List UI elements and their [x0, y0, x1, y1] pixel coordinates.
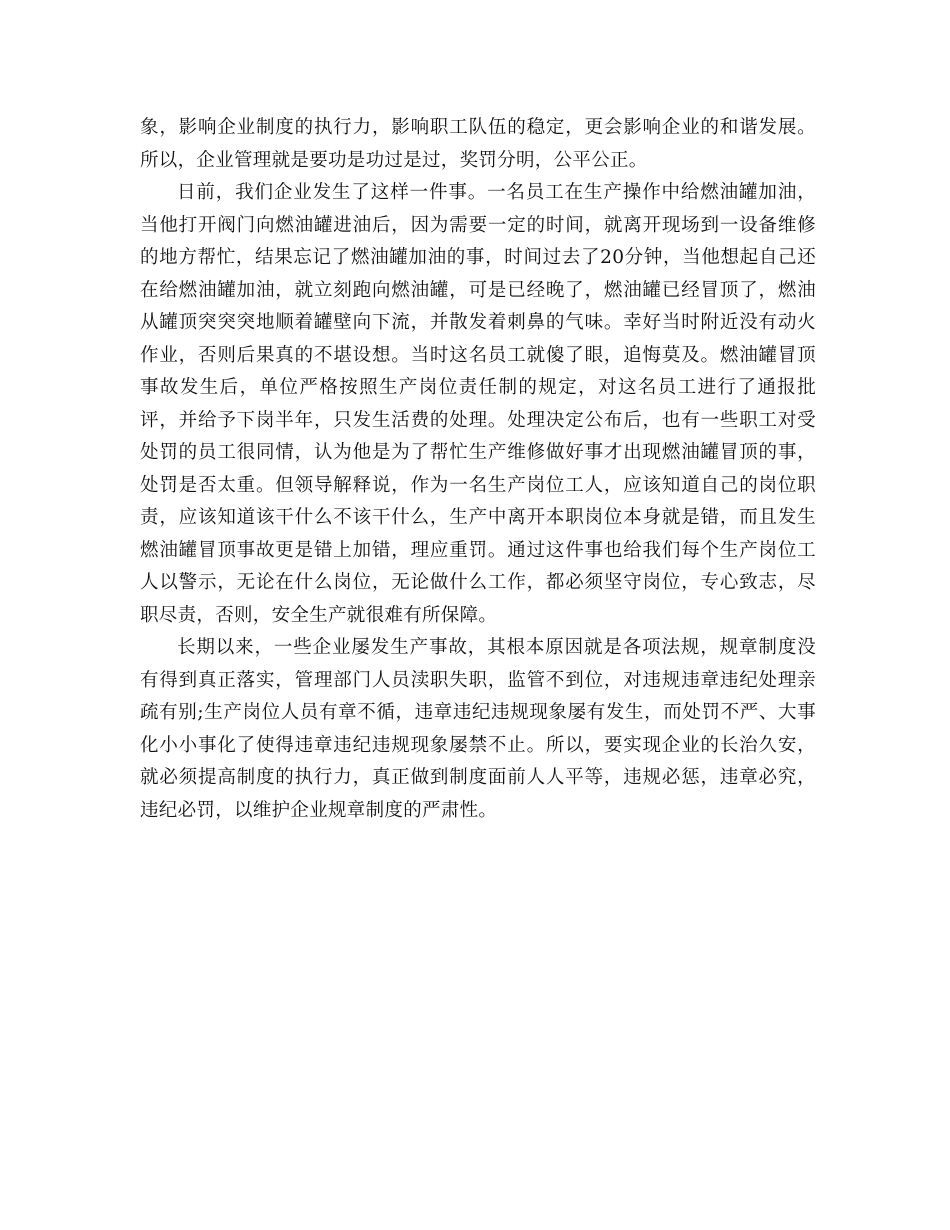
- paragraph-incident: 日前，我们企业发生了这样一件事。一名员工在生产操作中给燃油罐加油，当他打开阀门向燃油罐进油后，因为需要一定的时间，就离开现场到一设备维修的地方帮忙，结果忘记了燃油罐加油的事，时间过去了20分钟，当他想起自己还在给燃油罐加油，就立刻跑向燃油罐，可是已经晚了，燃油罐已经冒顶了，燃油从罐顶突突突地顺着罐壁向下流，并散发着刺鼻的气味。幸好当时附近没有动火作业，否则后果真的不堪设想。当时这名员工就傻了眼，追悔莫及。燃油罐冒顶事故发生后，单位严格按照生产岗位责任制的规定，对这名员工进行了通报批评，并给予下岗半年，只发生活费的处理。处理决定公布后，也有一些职工对受处罚的员工很同情，认为他是为了帮忙生产维修做好事才出现燃油罐冒顶的事，处罚是否太重。但领导解释说，作为一名生产岗位工人，应该知道自己的岗位职责，应该知道该干什么不该干什么，生产中离开本职岗位本身就是错，而且发生燃油罐冒顶事故更是错上加错，理应重罚。通过这件事也给我们每个生产岗位工人以警示，无论在什么岗位，无论做什么工作，都必须坚守岗位，专心致志，尽职尽责，否则，安全生产就很难有所保障。: [140, 182, 816, 626]
- paragraph-continuation: 象，影响企业制度的执行力，影响职工队伍的稳定，更会影响企业的和谐发展。所以，企业管理就是要功是功过是过，奖罚分明，公平公正。: [140, 117, 816, 171]
- document-body: [140, 112, 816, 827]
- paragraph-conclusion: 长期以来，一些企业屡发生产事故，其根本原因就是各项法规，规章制度没有得到真正落实，管理部门人员渎职失职，监管不到位，对违规违章违纪处理亲疏有别;生产岗位人员有章不循，违章违纪违规现象屡有发生，而处罚不严、大事化小小事化了使得违章违纪违规现象屡禁不止。所以，要实现企业的长治久安，就必须提高制度的执行力，真正做到制度面前人人平等，违规必惩，违章必究，违纪必罚，以维护企业规章制度的严肃性。: [140, 637, 816, 821]
